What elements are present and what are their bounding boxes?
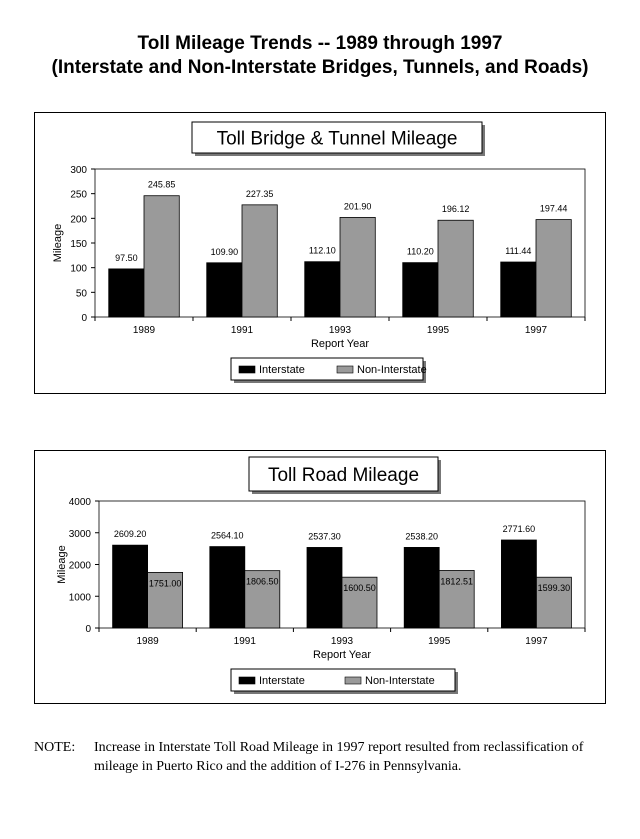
legend-label-non-interstate: Non-Interstate [357, 364, 427, 376]
data-label: 109.90 [210, 246, 239, 257]
x-tick-label: 1989 [136, 636, 159, 647]
road-chart-panel [34, 450, 606, 704]
data-label: 2564.10 [211, 530, 244, 541]
y-tick-label: 4000 [68, 497, 91, 508]
legend-swatch-non-interstate [345, 677, 361, 684]
bar-interstate [210, 547, 245, 628]
bar-interstate [305, 262, 340, 317]
chart-title: Toll Bridge & Tunnel Mileage [216, 128, 458, 150]
bar-non-interstate [438, 220, 473, 317]
note-label: NOTE: [34, 740, 76, 755]
data-label: 97.50 [115, 252, 138, 263]
legend-label-interstate: Interstate [259, 364, 305, 376]
bar-interstate [501, 262, 536, 317]
bar-interstate [404, 547, 439, 628]
y-tick-label: 2000 [68, 560, 91, 572]
data-label: 227.35 [245, 188, 274, 199]
legend-label-non-interstate: Non-Interstate [365, 675, 435, 687]
page-subtitle: (Interstate and Non-Interstate Bridges, Tunnels, and Roads) [51, 57, 589, 78]
legend-swatch-interstate [239, 366, 255, 373]
x-tick-label: 1991 [233, 636, 256, 647]
data-label: 2609.20 [113, 529, 147, 540]
bar-non-interstate [144, 196, 179, 317]
x-tick-label: 1997 [524, 325, 548, 336]
x-tick-label: 1989 [132, 325, 156, 336]
data-label: 201.90 [343, 201, 372, 212]
y-tick-label: 0 [81, 313, 87, 324]
data-label: 245.85 [147, 179, 176, 190]
bar-interstate [403, 263, 438, 317]
y-tick-label: 200 [70, 214, 87, 226]
data-label: 110.20 [406, 246, 434, 257]
x-axis-title: Report Year [310, 338, 370, 350]
data-label: 111.44 [505, 246, 532, 257]
legend-swatch-non-interstate [337, 366, 353, 373]
data-label: 1751.00 [148, 578, 182, 589]
data-label: 196.12 [441, 204, 470, 215]
legend-swatch-interstate [239, 677, 255, 684]
bar-non-interstate [242, 205, 277, 317]
x-tick-label: 1995 [426, 325, 450, 336]
data-label: 1812.51 [440, 576, 473, 587]
y-axis-title: Mileage [52, 223, 64, 263]
data-label: 112.10 [308, 245, 336, 256]
x-axis-title: Report Year [312, 649, 372, 661]
data-label: 2537.30 [308, 531, 341, 542]
y-tick-label: 1000 [68, 592, 91, 604]
y-tick-label: 150 [70, 239, 87, 250]
bar-non-interstate [536, 220, 571, 317]
y-tick-label: 0 [85, 624, 91, 635]
bar-interstate [307, 547, 342, 628]
data-label: 2538.20 [405, 531, 438, 542]
y-tick-label: 250 [70, 189, 87, 201]
x-tick-label: 1991 [230, 325, 254, 336]
y-tick-label: 100 [70, 263, 87, 275]
note-text: Increase in Interstate Toll Road Mileage in 1997 report resulted from reclassification of mileage in Puerto Rico and the addition of I-276 in Pennsylvania. [94, 740, 584, 774]
bar-interstate [207, 263, 242, 317]
bridge-tunnel-chart [35, 113, 605, 393]
bar-interstate [113, 545, 148, 628]
bar-non-interstate [340, 217, 375, 317]
data-label: 197.44 [539, 203, 568, 214]
y-tick-label: 3000 [68, 528, 91, 540]
x-tick-label: 1993 [328, 325, 352, 336]
y-tick-label: 300 [70, 165, 87, 176]
data-label: 1806.50 [246, 576, 279, 587]
x-tick-label: 1995 [428, 636, 451, 647]
data-label: 2771.60 [502, 524, 536, 535]
bar-interstate [501, 540, 536, 628]
bridge-tunnel-chart-panel [34, 112, 606, 394]
legend-label-interstate: Interstate [259, 675, 305, 687]
bar-interstate [109, 269, 144, 317]
chart-title: Toll Road Mileage [267, 465, 420, 486]
page-title: Toll Mileage Trends -- 1989 through 1997 [137, 33, 503, 54]
y-axis-title: Mileage [56, 545, 68, 584]
x-tick-label: 1993 [330, 636, 354, 647]
y-tick-label: 50 [75, 288, 87, 300]
data-label: 1599.30 [537, 583, 571, 594]
road-chart [35, 451, 605, 703]
data-label: 1600.50 [343, 583, 376, 594]
x-tick-label: 1997 [525, 636, 548, 647]
